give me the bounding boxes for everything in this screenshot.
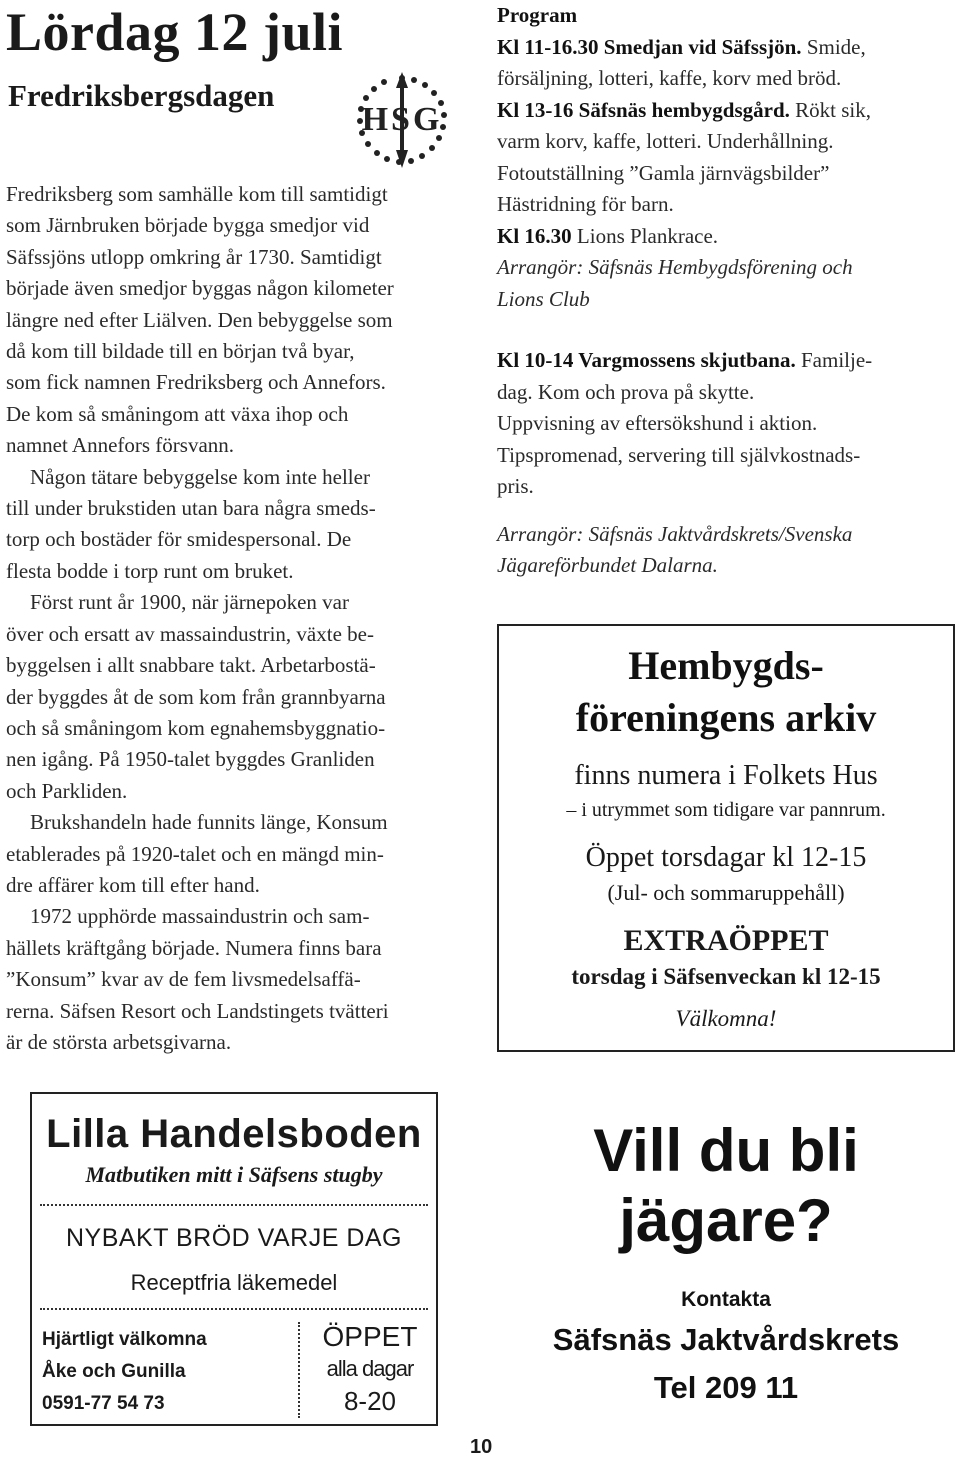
archive-hours: Öppet torsdagar kl 12-15 (585, 842, 867, 873)
archive-title-b: föreningens arkiv (575, 695, 877, 740)
article-line: dre affärer kom till efter hand. (6, 872, 260, 897)
program-item4-desc: Familje- (795, 348, 873, 372)
archive-welcome: Välkomna! (675, 1006, 777, 1031)
shop-advertisement (30, 1092, 438, 1426)
article-line: torp och bostäder för smidespersonal. De (6, 527, 352, 552)
shop-bread: NYBAKT BRÖD VARJE DAG (65, 1224, 403, 1252)
divider (40, 1308, 428, 1310)
shop-hours (302, 1320, 438, 1418)
divider (298, 1322, 300, 1418)
page-subtitle: Fredriksbergsdagen (8, 78, 275, 113)
shop-open-days: alla dagar (326, 1356, 414, 1381)
program-item3-desc: Lions Plankrace. (571, 223, 719, 248)
program-organizer1-b: Lions Club (497, 286, 590, 311)
hunter-headline-b: jägare? (619, 1187, 833, 1254)
program-item4-desc-e: pris. (497, 474, 534, 498)
article-line: flesta bodde i torp runt om bruket. (6, 558, 294, 583)
page-number: 10 (470, 1436, 493, 1458)
shop-tagline: Matbutiken mitt i Säfsens stugby (85, 1162, 383, 1187)
shop-open-hours: 8-20 (343, 1386, 397, 1416)
archive-extra-desc: torsdag i Säfsenveckan kl 12-15 (571, 964, 881, 989)
article-line: rerna. Säfsen Resort och Landstingets tvätteri (6, 998, 389, 1023)
program-item2-desc-c: Fotoutställning ”Gamla järnvägsbilder” (497, 160, 830, 185)
program-organizer2-b: Jägareförbundet Dalarna. (497, 553, 718, 577)
hunter-headline-a: Vill du bli (593, 1117, 859, 1184)
program-item1-time: Kl 11-16.30 Smedjan vid Säfssjön. (497, 34, 802, 59)
article-line: Först runt år 1900, när järnepoken var (30, 590, 349, 615)
article-line: och så småningom kom egnahemsbyggnatio- (6, 715, 386, 740)
article-line: är de största arbetsgivarna. (6, 1029, 232, 1054)
article-line: namnet Annefors försvann. (6, 433, 235, 458)
program-item1-desc-b: försäljning, lotteri, kaffe, korv med bröd. (497, 66, 842, 90)
hunter-org: Säfsnäs Jaktvårdskrets (552, 1322, 900, 1357)
hsg-logo (352, 70, 452, 170)
article-line: Säfssjöns utlopp omkring år 1730. Samtidigt (6, 244, 382, 269)
hunter-phone: Tel 209 11 (653, 1370, 799, 1405)
program-item4-desc-b: dag. Kom och prova på skytte. (497, 379, 755, 404)
article-line: Brukshandeln hade funnits länge, Konsum (30, 810, 388, 835)
program-section (497, 0, 955, 582)
article-line: och Parkliden. (6, 778, 128, 803)
program-item3-time: Kl 16.30 (497, 223, 572, 248)
article-paragraph-3 (6, 587, 464, 807)
article-line: till under brukstiden utan bara några smeds- (6, 496, 376, 521)
article-line: ”Konsum” kvar av de fem livsmedelsaffä- (6, 967, 361, 992)
shop-owners: Åke och Gunilla (42, 1361, 186, 1382)
program-heading: Program (497, 3, 578, 27)
program-organizer2-a: Arrangör: Säfsnäs Jaktvårdskrets/Svenska (497, 521, 853, 546)
shop-open-title: ÖPPET (322, 1321, 418, 1352)
program-item1-desc: Smide, (801, 34, 866, 59)
article-paragraph-1 (6, 179, 464, 462)
article-line: byggelsen i allt snabbare takt. Arbetarbostä- (6, 653, 376, 678)
shop-medicine: Receptfria läkemedel (130, 1270, 338, 1295)
article-paragraph-2 (6, 462, 464, 588)
program-item4-time: Kl 10-14 Vargmossens skjutbana. (497, 348, 796, 372)
archive-location-note: – i utrymmet som tidigare var pannrum. (566, 799, 886, 821)
article-body (6, 179, 464, 1058)
program-item2-time: Kl 13-16 Säfsnäs hembygdsgård. (497, 97, 790, 122)
divider (40, 1204, 428, 1206)
article-paragraph-5 (6, 901, 464, 1058)
article-line: då kom till bildade till en början två byar, (6, 339, 355, 364)
archive-location: finns numera i Folkets Hus (574, 760, 878, 791)
article-line: De kom så småningom att växa ihop och (6, 401, 349, 426)
archive-extra-title: EXTRAÖPPET (623, 924, 829, 957)
article-line: över och ersatt av massaindustrin, växte be- (6, 621, 374, 646)
archive-notice-box (497, 624, 955, 1052)
hunter-contact-label: Kontakta (681, 1288, 771, 1311)
shop-name: Lilla Handelsboden (46, 1112, 422, 1156)
program-item4-desc-d: Tipspromenad, servering till självkostnads- (497, 442, 861, 467)
article-line: som Järnbruken började bygga smedjor vid (6, 213, 370, 238)
article-paragraph-4 (6, 807, 464, 901)
archive-hours-note: (Jul- och sommaruppehåll) (607, 880, 845, 905)
article-line: etablerades på 1920-talet och en mängd min- (6, 841, 384, 866)
program-item2-desc-d: Hästridning för barn. (497, 192, 674, 216)
program-item2-desc: Rökt sik, (789, 97, 871, 122)
archive-title (499, 640, 953, 744)
article-line: nen igång. På 1950-talet byggdes Granliden (6, 747, 375, 772)
program-organizer1-a: Arrangör: Säfsnäs Hembygdsförening och (497, 255, 853, 279)
program-item2-desc-b: varm korv, kaffe, lotteri. Underhållning. (497, 129, 834, 153)
article-line: hällets kräftgång började. Numera finns bara (6, 935, 382, 960)
article-line: Någon tätare bebyggelse kom inte heller (30, 464, 370, 489)
shop-contact (42, 1324, 207, 1420)
page-title: Lördag 12 juli (6, 2, 344, 62)
shop-greeting: Hjärtligt välkomna (42, 1329, 207, 1350)
article-line: som fick namnen Fredriksberg och Annefors. (6, 370, 386, 395)
article-line: 1972 upphörde massaindustrin och sam- (30, 904, 370, 929)
svg-text:HSG: HSG (361, 101, 443, 138)
article-line: Fredriksberg som samhälle kom till samtidigt (6, 182, 388, 206)
article-line: började även smedjor byggas någon kilometer (6, 276, 394, 301)
hunter-headline (497, 1116, 955, 1256)
shop-phone: 0591-77 54 73 (42, 1393, 165, 1414)
article-line: längre ned efter Liälven. Den bebyggelse som (6, 307, 393, 332)
archive-title-a: Hembygds- (628, 643, 824, 688)
article-line: der byggdes åt de som kom från grannbyarna (6, 684, 386, 709)
program-item4-desc-c: Uppvisning av eftersökshund i aktion. (497, 411, 818, 435)
